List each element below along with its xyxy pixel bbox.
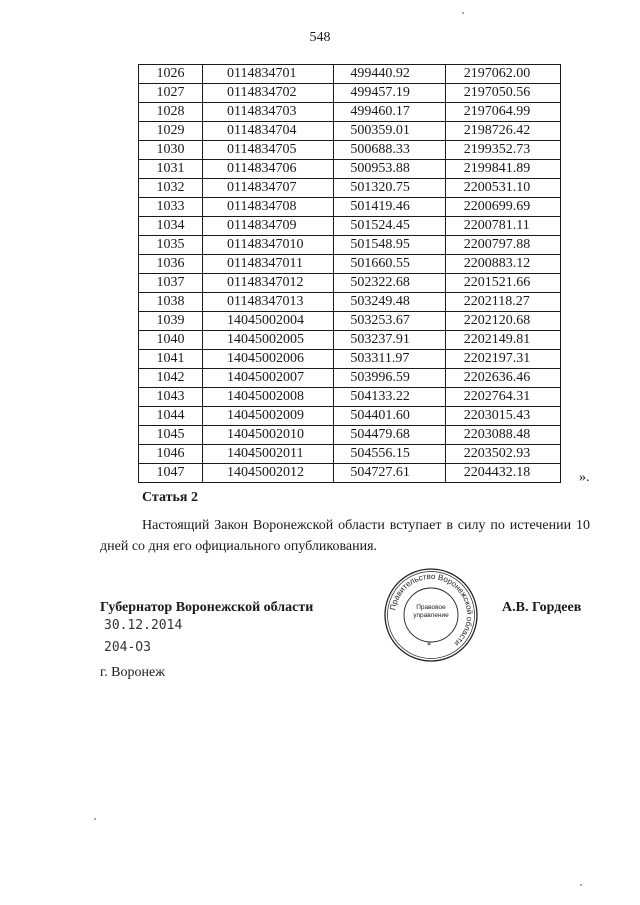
x-coordinate-cell: 500953.88 [334,160,445,179]
y-coordinate-cell: 2200797.88 [445,236,560,255]
code-cell: 0114834704 [203,122,334,141]
city: г. Воронеж [100,665,165,680]
x-coordinate-cell: 504133.22 [334,388,445,407]
y-coordinate-cell: 2200699.69 [445,198,560,217]
code-cell: 01148347010 [203,236,334,255]
point-number-cell: 1040 [139,331,203,350]
scan-dot [462,12,464,14]
code-cell: 14045002009 [203,407,334,426]
point-number-cell: 1047 [139,464,203,483]
point-number-cell: 1033 [139,198,203,217]
y-coordinate-cell: 2201521.66 [445,274,560,293]
point-number-cell: 1039 [139,312,203,331]
point-number-cell: 1036 [139,255,203,274]
table-row [139,141,561,160]
code-cell: 14045002012 [203,464,334,483]
registration-number: 204-ОЗ [104,640,151,655]
code-cell: 14045002010 [203,426,334,445]
code-cell: 14045002011 [203,445,334,464]
y-coordinate-cell: 2200781.11 [445,217,560,236]
code-cell: 0114834701 [203,65,334,84]
code-cell: 14045002004 [203,312,334,331]
table-row [139,407,561,426]
table-row [139,350,561,369]
table-row [139,65,561,84]
article-paragraph: Настоящий Закон Воронежской области вступает в силу по истечении 10 дней со дня его официального опубликования. [100,518,590,554]
point-number-cell: 1042 [139,369,203,388]
x-coordinate-cell: 504401.60 [334,407,445,426]
code-cell: 0114834708 [203,198,334,217]
x-coordinate-cell: 502322.68 [334,274,445,293]
point-number-cell: 1041 [139,350,203,369]
x-coordinate-cell: 501419.46 [334,198,445,217]
x-coordinate-cell: 504727.61 [334,464,445,483]
y-coordinate-cell: 2197062.00 [445,65,560,84]
point-number-cell: 1035 [139,236,203,255]
x-coordinate-cell: 503996.59 [334,369,445,388]
closing-quote: ». [579,470,590,485]
y-coordinate-cell: 2204432.18 [445,464,560,483]
x-coordinate-cell: 499440.92 [334,65,445,84]
table-row [139,179,561,198]
article-title: Статья 2 [142,490,198,505]
table-row [139,312,561,331]
code-cell: 0114834705 [203,141,334,160]
y-coordinate-cell: 2200531.10 [445,179,560,198]
article-text [100,515,590,557]
code-cell: 0114834706 [203,160,334,179]
table-row [139,388,561,407]
point-number-cell: 1043 [139,388,203,407]
y-coordinate-cell: 2202149.81 [445,331,560,350]
x-coordinate-cell: 500359.01 [334,122,445,141]
code-cell: 0114834703 [203,103,334,122]
x-coordinate-cell: 504556.15 [334,445,445,464]
seal-star-icon: * [427,641,431,650]
x-coordinate-cell: 501660.55 [334,255,445,274]
point-number-cell: 1037 [139,274,203,293]
table-row [139,198,561,217]
y-coordinate-cell: 2203088.48 [445,426,560,445]
table-row [139,293,561,312]
point-number-cell: 1029 [139,122,203,141]
table-row [139,464,561,483]
coordinates-table [138,64,561,483]
point-number-cell: 1034 [139,217,203,236]
code-cell: 14045002005 [203,331,334,350]
y-coordinate-cell: 2202636.46 [445,369,560,388]
governor-name: А.В. Гордеев [502,600,582,615]
x-coordinate-cell: 501548.95 [334,236,445,255]
point-number-cell: 1030 [139,141,203,160]
point-number-cell: 1044 [139,407,203,426]
y-coordinate-cell: 2203015.43 [445,407,560,426]
table-row [139,160,561,179]
registration-date: 30.12.2014 [104,618,183,633]
official-seal [383,567,479,663]
x-coordinate-cell: 503311.97 [334,350,445,369]
table-row [139,217,561,236]
table-row [139,445,561,464]
table-row [139,331,561,350]
point-number-cell: 1038 [139,293,203,312]
point-number-cell: 1046 [139,445,203,464]
table-row [139,274,561,293]
seal-ring-text: Правительство Воронежской области [388,571,475,648]
scan-dot [580,884,582,886]
point-number-cell: 1032 [139,179,203,198]
point-number-cell: 1027 [139,84,203,103]
x-coordinate-cell: 503249.48 [334,293,445,312]
y-coordinate-cell: 2200883.12 [445,255,560,274]
point-number-cell: 1026 [139,65,203,84]
x-coordinate-cell: 500688.33 [334,141,445,160]
code-cell: 14045002008 [203,388,334,407]
x-coordinate-cell: 503253.67 [334,312,445,331]
x-coordinate-cell: 503237.91 [334,331,445,350]
y-coordinate-cell: 2197064.99 [445,103,560,122]
code-cell: 01148347013 [203,293,334,312]
governor-title: Губернатор Воронежской области [100,600,314,615]
x-coordinate-cell: 504479.68 [334,426,445,445]
table-row [139,103,561,122]
code-cell: 01148347012 [203,274,334,293]
x-coordinate-cell: 499460.17 [334,103,445,122]
point-number-cell: 1028 [139,103,203,122]
scan-dot [94,818,96,820]
y-coordinate-cell: 2199352.73 [445,141,560,160]
point-number-cell: 1045 [139,426,203,445]
code-cell: 0114834707 [203,179,334,198]
y-coordinate-cell: 2202764.31 [445,388,560,407]
y-coordinate-cell: 2203502.93 [445,445,560,464]
table-row [139,84,561,103]
x-coordinate-cell: 499457.19 [334,84,445,103]
code-cell: 01148347011 [203,255,334,274]
y-coordinate-cell: 2202197.31 [445,350,560,369]
table-row [139,369,561,388]
table-row [139,236,561,255]
code-cell: 14045002006 [203,350,334,369]
y-coordinate-cell: 2199841.89 [445,160,560,179]
y-coordinate-cell: 2202118.27 [445,293,560,312]
x-coordinate-cell: 501320.75 [334,179,445,198]
code-cell: 14045002007 [203,369,334,388]
code-cell: 0114834709 [203,217,334,236]
point-number-cell: 1031 [139,160,203,179]
table-row [139,255,561,274]
table-row [139,426,561,445]
x-coordinate-cell: 501524.45 [334,217,445,236]
page-number: 548 [309,30,331,45]
y-coordinate-cell: 2197050.56 [445,84,560,103]
table-row [139,122,561,141]
code-cell: 0114834702 [203,84,334,103]
seal-center-text: Правовое управление [413,604,449,619]
y-coordinate-cell: 2198726.42 [445,122,560,141]
y-coordinate-cell: 2202120.68 [445,312,560,331]
